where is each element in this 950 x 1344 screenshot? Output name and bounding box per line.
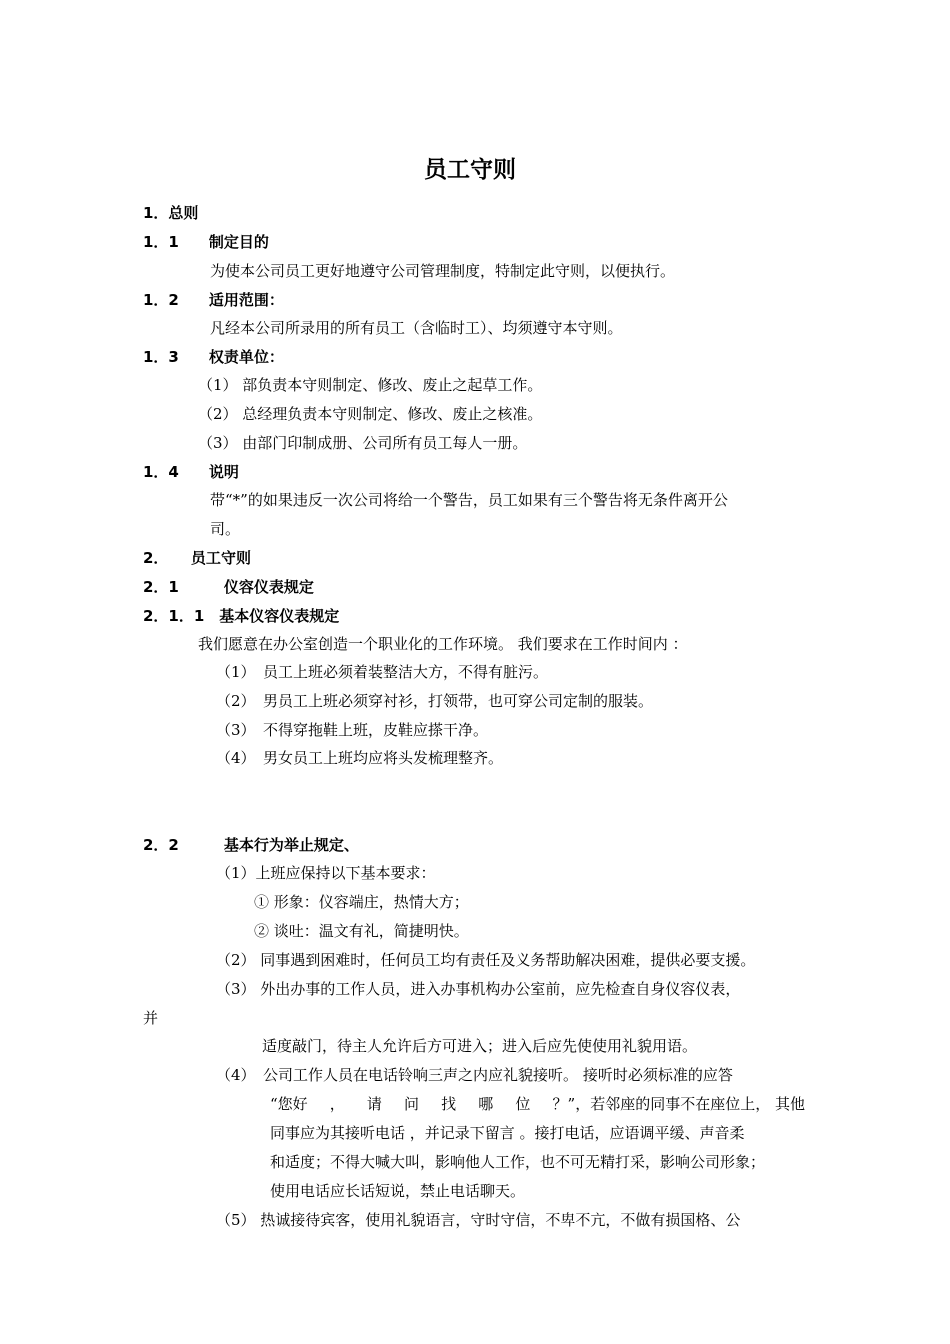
text-fragment: 找 [441, 1095, 457, 1113]
subsection-heading-1-2: 1．2 适用范围： [143, 291, 284, 309]
paragraph-text: 带“*”的如果违反一次公司将给一个警告，员工如果有三个警告将无条件离开公 [210, 491, 728, 509]
list-item: （4） 男女员工上班均应将头发梳理整齐。 [216, 749, 504, 767]
list-item: （1）上班应保持以下基本要求： [216, 864, 436, 882]
phone-greeting-line [270, 1094, 805, 1114]
subsection-heading-2-1: 2．1 仪容仪表规定 [143, 578, 314, 596]
list-item: （1） 部负责本守则制定、修改、废止之起草工作。 [198, 376, 543, 394]
list-item: （4） 公司工作人员在电话铃响三声之内应礼貌接听。 接听时必须标准的应答 [216, 1066, 733, 1084]
subsection-heading-1-1: 1．1 制定目的 [143, 233, 269, 251]
paragraph-text: 适度敲门，待主人允许后方可进入；进入后应先使使用礼貌用语。 [262, 1037, 698, 1055]
list-item: （5） 热诚接待宾客，使用礼貌语言，守时守信，不卑不亢，不做有损国格、公 [216, 1211, 741, 1229]
paragraph-text: 使用电话应长话短说，禁止电话聊天。 [270, 1182, 526, 1200]
list-subitem: ② 谈吐：温文有礼，简捷明快。 [254, 922, 469, 940]
list-item: （2） 同事遇到困难时，任何员工均有责任及义务帮助解决困难，提供必要支援。 [216, 951, 756, 969]
text-fragment: ？”，若邻座的同事不在座位上， 其他 [552, 1095, 805, 1113]
paragraph-text: 凡经本公司所录用的所有员工（含临时工）、均须遵守本守则。 [210, 319, 623, 337]
subsection-heading-2-1-1: 2．1．1 基本仪容仪表规定 [143, 607, 340, 625]
list-item: （2） 男员工上班必须穿衬衫，打领带，也可穿公司定制的服装。 [216, 692, 654, 710]
subsection-heading-1-3: 1．3 权责单位： [143, 348, 284, 366]
paragraph-text: 我们愿意在办公室创造一个职业化的工作环境。 我们要求在工作时间内 ： [198, 635, 688, 653]
text-fragment: 问 [404, 1095, 420, 1113]
list-item: （1） 员工上班必须着装整洁大方，不得有脏污。 [216, 663, 549, 681]
section-heading-2: 2． 员工守则 [143, 549, 251, 567]
paragraph-text: 同事应为其接听电话 ，并记录下留言 。接打电话，应语调平缓、声音柔 [270, 1124, 745, 1142]
text-fragment: ， [329, 1095, 345, 1113]
paragraph-text: 和适度；不得大喊大叫，影响他人工作，也不可无精打采，影响公司形象； [270, 1153, 766, 1171]
text-fragment: 请 [366, 1095, 382, 1113]
wrapped-text: 并 [143, 1009, 159, 1027]
subsection-heading-1-4: 1．4 说明 [143, 463, 239, 481]
paragraph-text: 为使本公司员工更好地遵守公司管理制度，特制定此守则，以便执行。 [210, 262, 676, 280]
text-fragment: 位 [515, 1095, 531, 1113]
list-item: （3） 外出办事的工作人员，进入办事机构办公室前，应先检查自身仪容仪表， [216, 980, 741, 998]
text-fragment: 哪 [478, 1095, 494, 1113]
paragraph-text: 司。 [210, 520, 241, 538]
list-item: （2） 总经理负责本守则制定、修改、废止之核准。 [198, 405, 543, 423]
subsection-heading-2-2: 2．2 基本行为举止规定、 [143, 836, 359, 854]
list-item: （3） 由部门印制成册、公司所有员工每人一册。 [198, 434, 528, 452]
document-title: 员工守则 [424, 157, 516, 183]
list-item: （3） 不得穿拖鞋上班，皮鞋应搽干净。 [216, 721, 489, 739]
list-subitem: ① 形象：仪容端庄，热情大方； [254, 893, 469, 911]
section-heading-1: 1．总则 [143, 204, 199, 222]
text-fragment: “您好 [270, 1095, 308, 1113]
